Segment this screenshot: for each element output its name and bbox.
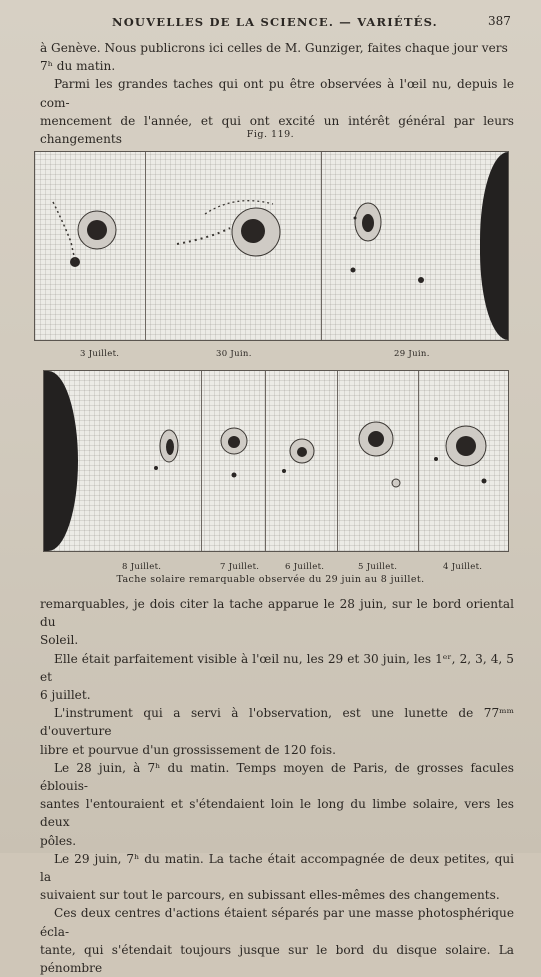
running-header [0, 12, 541, 32]
sunspot-3-juillet [53, 202, 116, 267]
sunspot-4-juillet [434, 426, 487, 484]
text-line: santes l'entouraient et s'étendaient loin le long du limbe solaire, vers les deux [40, 797, 514, 830]
sunspot-drawings-bottom [44, 371, 510, 553]
sunspot-panel-top [34, 151, 509, 341]
text-line: Parmi les grandes taches qui ont pu être observées à l'œil nu, depuis le com- [40, 77, 514, 110]
caption-7-juillet: 7 Juillet. [220, 562, 260, 572]
text-line: 7ʰ du matin. [40, 59, 116, 74]
text-line: 6 juillet. [40, 688, 91, 703]
text-line: pôles. [40, 833, 77, 848]
sunspot-7-juillet [221, 428, 247, 478]
caption-6-juillet: 6 Juillet. [285, 562, 325, 572]
text-line: mencement de l'année, et qui ont excité un intérêt général par leurs changements [40, 113, 514, 147]
text-line: suivaient sur tout le parcours, en subissant elles-mêmes des changements. [40, 888, 500, 903]
text-line: Le 28 juin, à 7ʰ du matin. Temps moyen de Paris, de grosses facules éblouis- [40, 760, 514, 794]
text-line: libre et pourvue d'un grossissement de 120 fois. [40, 742, 336, 757]
caption-29-juin: 29 Juin. [394, 349, 430, 359]
sunspot-5-juillet [359, 422, 400, 487]
sunspot-30-juin [177, 201, 280, 256]
caption-8-juillet: 8 Juillet. [122, 562, 162, 572]
figure-number: Fig. 119. [246, 129, 295, 140]
caption-4-juillet: 4 Juillet. [443, 562, 483, 572]
text-line: tante, qui s'étendait toujours jusque sur le bord du disque solaire. La pénombre [40, 942, 514, 976]
text-line: à Genève. Nous publicrons ici celles de M. Gunziger, faites chaque jour vers [40, 41, 508, 55]
text-line: L'instrument qui a servi à l'observation, est une lunette de 77ᵐᵐ d'ouverture [40, 706, 514, 739]
text-line: Elle était parfaitement visible à l'œil nu, les 29 et 30 juin, les 1ᵉʳ, 2, 3, 4, 5 et [40, 651, 514, 684]
sunspot-29-juin [351, 203, 425, 283]
figure-caption: Tache solaire remarquable observée du 29 juin au 8 juillet. [116, 574, 425, 585]
sunspot-6-juillet [282, 439, 314, 473]
sunspot-8-juillet [154, 430, 178, 470]
sunspot-panel-bottom [43, 370, 509, 552]
page-number: 387 [488, 14, 511, 28]
text-line: Le 29 juin, 7ʰ du matin. La tache était accompagnée de deux petites, qui la [40, 851, 514, 885]
text-line: Soleil. [40, 633, 79, 648]
caption-5-juillet: 5 Juillet. [358, 562, 398, 572]
sunspot-drawings-top [35, 152, 510, 342]
text-line: remarquables, je dois citer la tache apparue le 28 juin, sur le bord oriental du [40, 597, 514, 630]
body-text [40, 595, 514, 977]
caption-30-juin: 30 Juin. [216, 349, 252, 359]
text-line: Ces deux centres d'actions étaient séparés par une masse photosphérique écla- [40, 906, 514, 939]
header-title: NOUVELLES DE LA SCIENCE. — VARIÉTÉS. [112, 15, 438, 29]
caption-3-juillet: 3 Juillet. [80, 349, 120, 359]
